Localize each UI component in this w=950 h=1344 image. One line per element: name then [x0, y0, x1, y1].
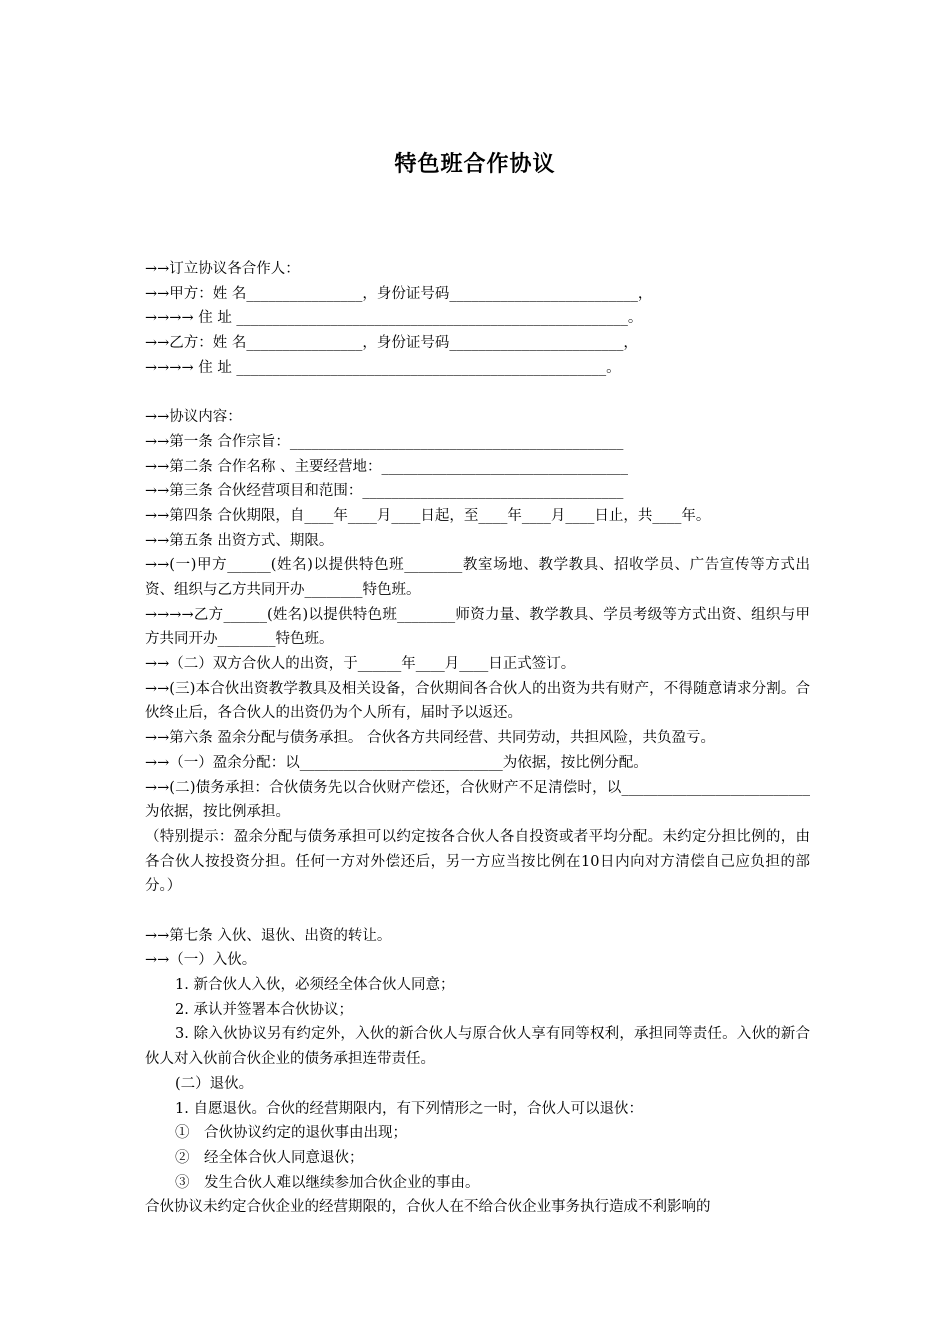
article-5: →→第五条 出资方式、期限。	[145, 532, 334, 549]
article-6-item-1: →→（一）盈余分配：以____________________________为依据，按比例分配。	[145, 754, 648, 771]
article-7-item-1-2: 2. 承认并签署本合伙协议；	[175, 1001, 353, 1018]
article-6-item-2: →→(二)债务承担：合伙债务先以合伙财产偿还，合伙财产不足清偿时，以__________________________为依据，按比例承担。	[145, 779, 810, 821]
article-5-item-1: →→(一)甲方______(姓名)以提供特色班________教室场地、教学教具、招收学员、广告宣传等方式出资、组织与乙方共同开办________特色班。	[145, 557, 810, 598]
party-b-address: →→→→ 住 址 ___________________________________________________。	[145, 359, 621, 376]
tail-text: 合伙协议未约定合伙企业的经营期限的，合伙人在不给合伙企业事务执行造成不利影响的	[145, 1199, 711, 1216]
content-header: →→协议内容：	[145, 409, 242, 426]
article-5-item-1b: →→→→乙方______(姓名)以提供特色班________师资力量、教学教具、学员考级等方式出资、组织与甲方共同开办________特色班。	[145, 606, 810, 648]
article-7-item-1: →→（一）入伙。	[145, 952, 257, 969]
article-7-item-2-1b: ② 经全体合伙人同意退伙；	[175, 1149, 364, 1166]
article-5-item-2: →→（二）双方合伙人的出资，于______年____月____日正式签订。	[145, 656, 576, 673]
special-note: （特别提示：盈余分配与债务承担可以约定按各合伙人各自投资或者平均分配。未约定分担比例的，由各合伙人按投资分担。任何一方对外偿还后，另一方应当按比例在10日内向对方清偿自己应负担的部分。）	[145, 828, 810, 895]
party-b-line: →→乙方：姓 名________________，身份证号码________________________，	[145, 335, 638, 352]
article-5-item-3: →→(三)本合伙出资教学教具及相关设备，合伙期间各合伙人的出资为共有财产，不得随意请求分割。合伙终止后，各合伙人的出资仍为个人所有，届时予以返还。	[145, 680, 810, 722]
article-7-item-2-1c: ③ 发生合伙人难以继续参加合伙企业的事由。	[175, 1174, 480, 1191]
article-7-item-2-1a: ① 合伙协议约定的退伙事由出现；	[175, 1125, 407, 1142]
article-6: →→第六条 盈余分配与债务承担。 合伙各方共同经营、共同劳动，共担风险，共负盈亏。	[145, 730, 716, 747]
parties-header: →→订立协议各合作人：	[145, 261, 300, 277]
article-7-item-1-3: 3. 除入伙协议另有约定外，入伙的新合伙人与原合伙人享有同等权利，承担同等责任。入伙的新合伙人对入伙前合伙企业的债务承担连带责任。	[145, 1026, 810, 1068]
article-7-item-1-1: 1. 新合伙人入伙，必须经全体合伙人同意；	[175, 977, 455, 994]
article-7-item-2: (二）退伙。	[175, 1075, 254, 1092]
party-a-address: →→→→ 住 址 ______________________________________________________。	[145, 310, 643, 327]
article-7: →→第七条 入伙、退伙、出资的转让。	[145, 927, 392, 944]
document-title: 特色班合作协议	[394, 151, 556, 177]
party-a-line: →→甲方：姓 名________________，身份证号码__________________________，	[145, 285, 653, 302]
article-1: →→第一条 合作宗旨：______________________________________________	[145, 433, 624, 450]
spacer	[145, 380, 810, 405]
spacer	[145, 899, 810, 924]
document-body	[145, 257, 810, 1220]
article-3: →→第三条 合伙经营项目和范围：____________________________________	[145, 483, 624, 500]
article-4: →→第四条 合伙期限，自____年____月____日起，至____年____月____日止，共____年。	[145, 507, 711, 524]
article-2: →→第二条 合作名称 、主要经营地：__________________________________	[145, 458, 629, 475]
article-7-item-2-1: 1. 自愿退伙。合伙的经营期限内，有下列情形之一时，合伙人可以退伙：	[175, 1100, 643, 1117]
